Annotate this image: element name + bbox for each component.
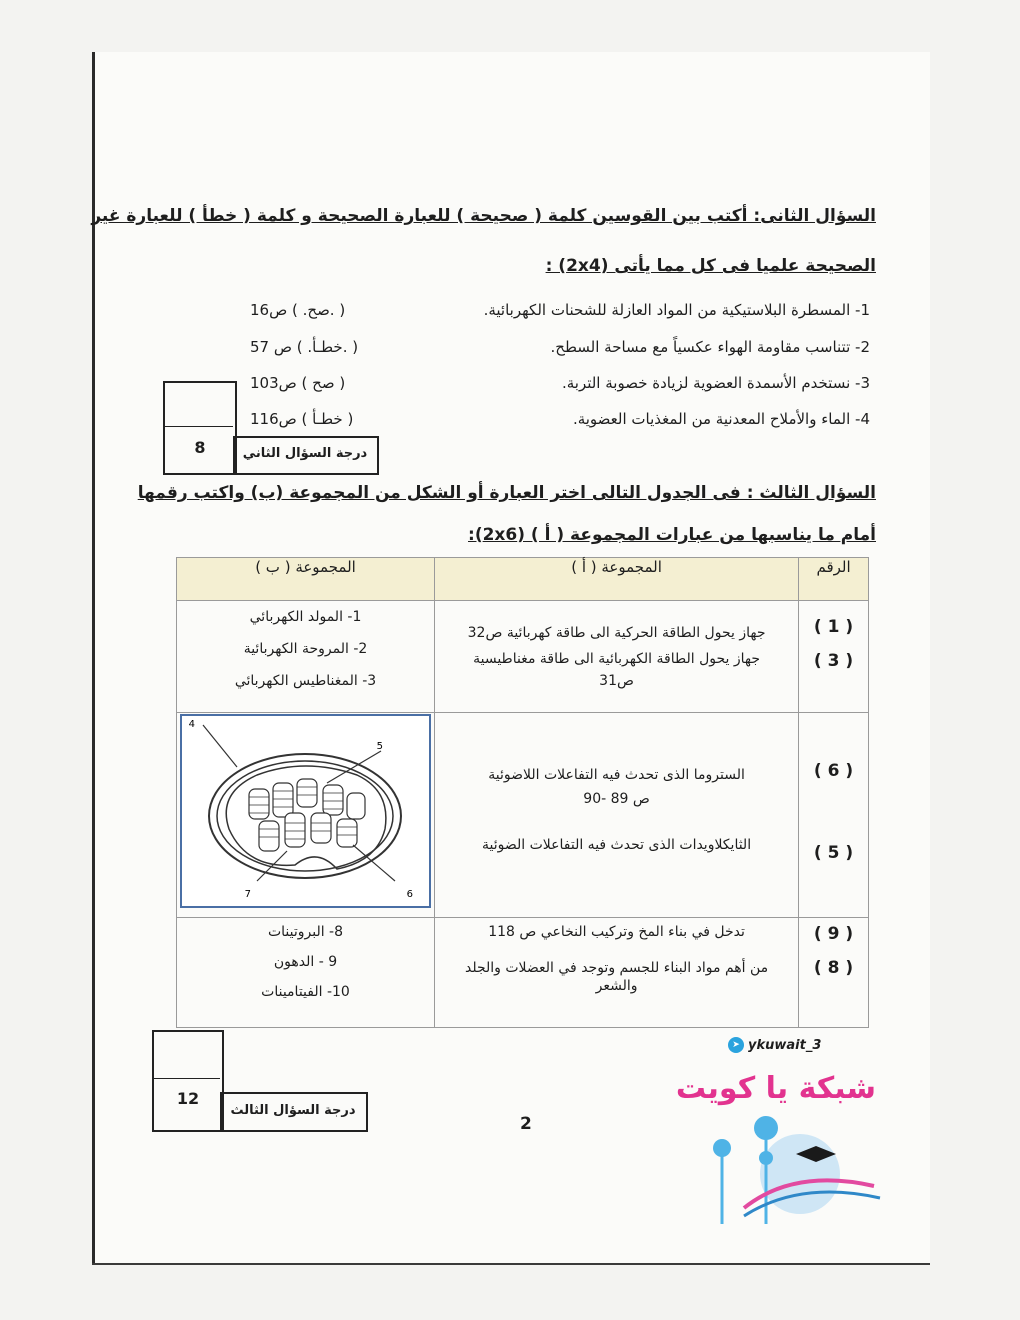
row1-a-item-2: جهاز يحول الطاقة الكهربائية الى طاقة مغناطيسية	[473, 651, 760, 667]
row2-a-item-2: ص 89 -90	[583, 791, 650, 807]
q2-score-label: درجة السؤال الثاني	[242, 446, 368, 461]
row3-answer-2: ( 8 )	[813, 958, 854, 978]
q2-item-3-answer: ( صح ) ص103	[250, 374, 346, 392]
row3-answers	[799, 918, 869, 1028]
row1-group-b	[177, 601, 435, 713]
row1-b-item-2: 2- المروحة الكهربائية	[243, 641, 368, 657]
row3-b-item-1: 8- البروتينات	[267, 924, 344, 940]
row2-a-item-3: الثايكلاويدات الذى تحدث فيه التفاعلات الضوئية	[482, 837, 752, 853]
row2-group-a	[435, 713, 799, 918]
table-row	[177, 918, 869, 1028]
logo-text: شبكة يا كويت	[675, 1071, 876, 1106]
header-group-b: المجموعة ( ب )	[177, 558, 435, 601]
q3-heading-line2: أمام ما يناسبها من عبارات المجموعة ( أ ) (2x6):	[468, 525, 876, 545]
row2-a-item-1: الستروما الذى تحدث فيه التفاعلات اللاضوئية	[488, 767, 745, 783]
q2-item-2-text: 2- تتناسب مقاومة الهواء عكسياً مع مساحة السطح.	[550, 338, 870, 356]
row2-answer-1: ( 6 )	[813, 761, 854, 781]
q2-item-4-answer: ( خطـأ ) ص116	[250, 410, 354, 428]
q3-score-box-outer	[152, 1030, 224, 1132]
diagram-label-6: 6	[406, 889, 414, 900]
telegram-icon: ➤	[728, 1037, 744, 1053]
row2-answer-2: ( 5 )	[813, 843, 854, 863]
matching-table	[176, 557, 869, 1028]
page-bottom-edge	[92, 1263, 930, 1265]
row3-a-item-3: والشعر	[595, 978, 638, 994]
q2-heading-line2: الصحيحة علميا فى كل مما يأتى (2x4) :	[545, 256, 876, 276]
row3-b-item-2: 9 - الدهون	[273, 954, 338, 970]
page-number: 2	[520, 1114, 532, 1134]
q2-score-value: 8	[194, 438, 206, 457]
telegram-handle	[728, 1037, 821, 1053]
row3-a-item-2: من أهم مواد البناء للجسم وتوجد في العضلات والجلد	[464, 960, 769, 976]
row3-a-item-1: تدخل في بناء المخ وتركيب النخاعي ص 118	[488, 924, 745, 940]
q3-score-value: 12	[176, 1089, 200, 1108]
row1-a-item-1: جهاز يحول الطاقة الحركية الى طاقة كهربائية ص32	[467, 625, 766, 641]
q2-item-1-text: 1- المسطرة البلاستيكية من المواد العازلة للشحنات الكهربائية.	[483, 301, 870, 319]
diagram-label-5: 5	[376, 741, 384, 752]
row1-answer-2: ( 3 )	[813, 651, 854, 671]
q2-item-4-text: 4- الماء والأملاح المعدنية من المغذيات العضوية.	[572, 410, 870, 428]
page-left-edge	[92, 52, 95, 1265]
row3-answer-1: ( 9 )	[813, 924, 854, 944]
row1-b-item-3: 3- المغناطيس الكهربائي	[234, 673, 377, 689]
row1-b-item-1: 1- المولد الكهربائي	[249, 609, 362, 625]
q3-score-divider	[152, 1078, 220, 1079]
row3-b-item-3: 10- الفيتامينات	[261, 984, 350, 1000]
table-row	[177, 713, 869, 918]
chloroplast-diagram	[177, 713, 434, 913]
q2-heading-line1: السؤال الثانى: أكتب بين القوسين كلمة ( صحيحة ) للعبارة الصحيحة و كلمة ( خطأ ) للعبارة غير	[91, 206, 876, 226]
diagram-label-4: 4	[188, 719, 196, 730]
q2-item-2-answer: ( .خطـأ. ) ص 57	[250, 338, 359, 356]
q3-score-label: درجة السؤال الثالث	[230, 1103, 356, 1118]
telegram-handle-text: ykuwait_3	[748, 1037, 822, 1053]
row1-answers	[799, 601, 869, 713]
table-row	[177, 601, 869, 713]
row1-group-a	[435, 601, 799, 713]
row3-group-b	[177, 918, 435, 1028]
row3-group-a	[435, 918, 799, 1028]
row2-group-b	[177, 713, 435, 918]
q2-score-box-outer	[163, 381, 237, 475]
q2-item-1-answer: ( .صح. ) ص16	[250, 301, 346, 319]
q3-heading-line1: السؤال الثالث : فى الجدول التالى اختر العبارة أو الشكل من المجموعة (ب) واكتب رقمها	[137, 483, 876, 503]
ykuwait-logo	[675, 1058, 888, 1224]
row2-answers	[799, 713, 869, 918]
header-num: الرقم	[799, 558, 869, 601]
diagram-label-7: 7	[244, 889, 252, 900]
row1-answer-1: ( 1 )	[813, 617, 854, 637]
row1-a-item-3: ص31	[599, 673, 634, 689]
q2-score-divider	[163, 426, 233, 427]
table-header-row	[177, 558, 869, 601]
q2-item-3-text: 3- نستخدم الأسمدة العضوية لزيادة خصوبة التربة.	[561, 374, 870, 392]
header-group-a: المجموعة ( أ )	[435, 558, 799, 601]
